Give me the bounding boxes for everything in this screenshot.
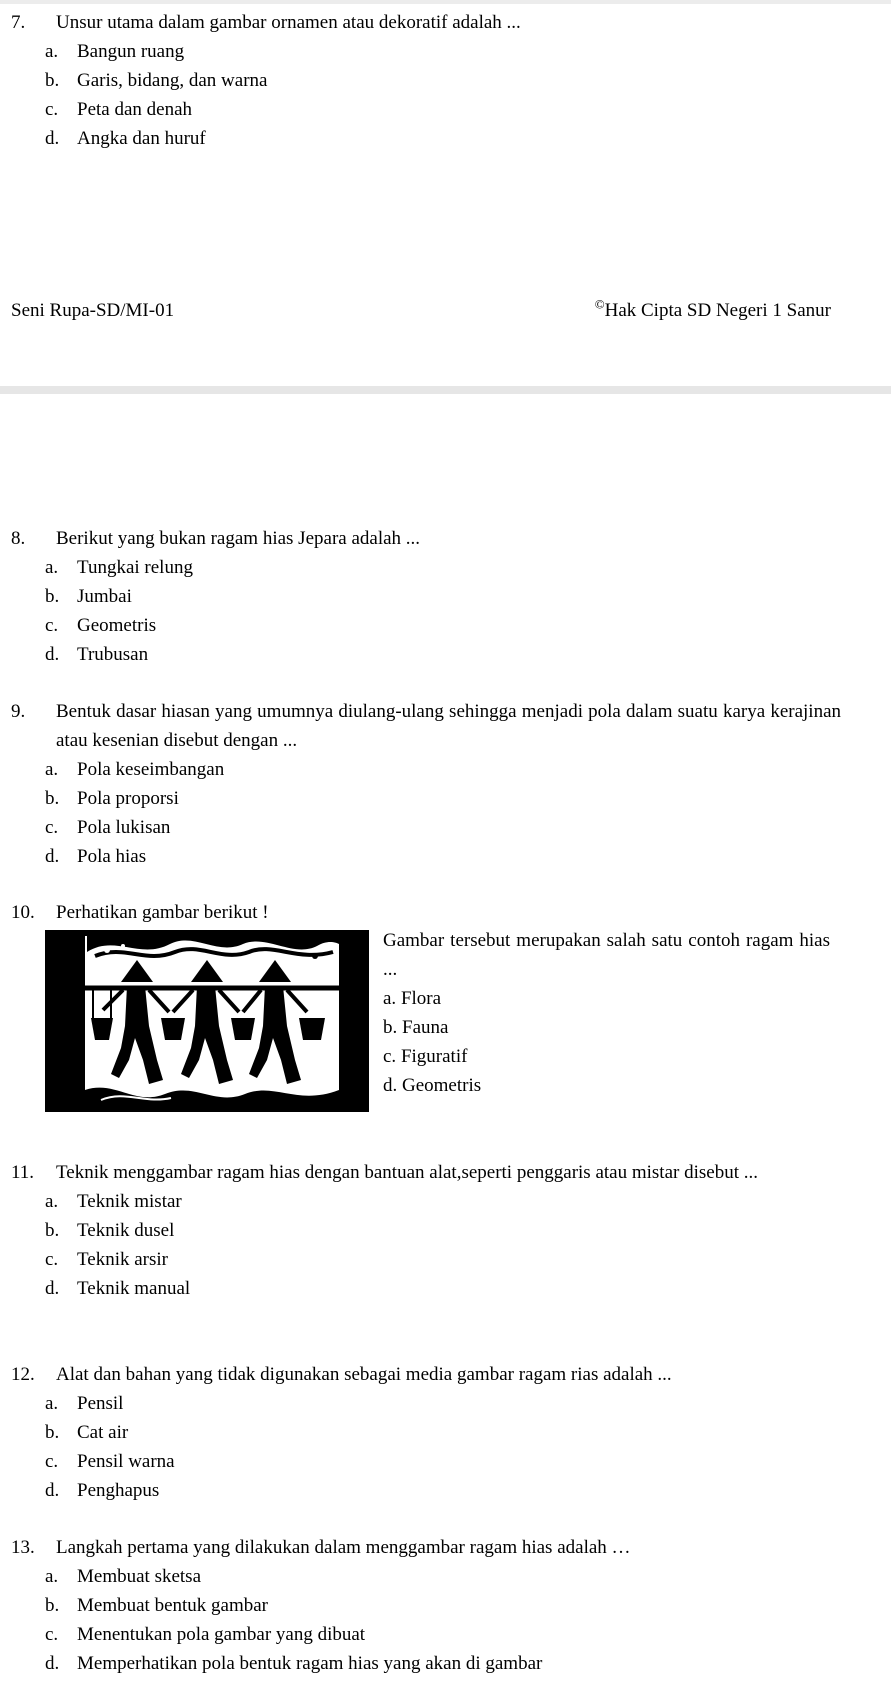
option-text: Teknik mistar <box>77 1191 182 1212</box>
option-a <box>45 1187 891 1216</box>
option-d <box>45 124 891 153</box>
question-stem <box>11 1533 841 1562</box>
option-text: Pensil <box>77 1393 124 1414</box>
option-label: c. <box>45 615 59 636</box>
option-text: Memperhatikan pola bentuk ragam hias yang akan di gambar <box>77 1653 543 1674</box>
question-text: Teknik menggambar ragam hias dengan bantuan alat,seperti penggaris atau mistar disebut ... <box>56 1162 758 1183</box>
option-c <box>45 1245 891 1274</box>
page-top-edge <box>0 0 891 4</box>
option-b <box>45 66 891 95</box>
question-8 <box>0 524 891 669</box>
option-b <box>45 582 891 611</box>
option-text: Pola lukisan <box>77 817 171 838</box>
option-a <box>45 1389 891 1418</box>
option-text: Pola keseimbangan <box>77 759 225 780</box>
option-label: c. <box>45 1624 59 1645</box>
option-label: d. <box>45 1653 60 1674</box>
figurative-ornament-image <box>45 930 369 1112</box>
option-text: Pola proporsi <box>77 788 179 809</box>
option-b <box>45 1591 891 1620</box>
question-text: Bentuk dasar hiasan yang umumnya diulang-ulang sehingga menjadi pola dalam suatu karya kerajinan atau kesenian disebut dengan ... <box>56 701 841 751</box>
option-text: Angka dan huruf <box>77 128 206 149</box>
question-stem <box>11 898 841 927</box>
option-c <box>45 1447 891 1476</box>
question-text: Berikut yang bukan ragam hias Jepara adalah ... <box>56 528 421 549</box>
option-label: d. <box>45 644 60 665</box>
option-label: b. <box>383 1017 398 1038</box>
question-number: 10. <box>11 902 35 923</box>
page-break <box>0 386 891 394</box>
option-a <box>45 1562 891 1591</box>
option-a <box>45 755 891 784</box>
option-b <box>45 1216 891 1245</box>
option-label: c. <box>383 1046 397 1067</box>
option-b <box>383 1013 830 1042</box>
option-c <box>45 95 891 124</box>
option-text: Cat air <box>77 1422 129 1443</box>
footer-copyright-text: Hak Cipta SD Negeri 1 Sanur <box>604 300 831 321</box>
question-stem <box>11 1158 841 1187</box>
option-label: a. <box>45 557 59 578</box>
question-9 <box>0 697 891 871</box>
option-d <box>45 842 891 871</box>
question-text: Langkah pertama yang dilakukan dalam menggambar ragam hias adalah … <box>56 1537 631 1558</box>
option-label: b. <box>45 70 60 91</box>
footer-subject-code: Seni Rupa-SD/MI-01 <box>11 300 175 321</box>
option-c <box>45 611 891 640</box>
copyright-symbol: © <box>594 296 605 312</box>
question-13 <box>0 1533 891 1678</box>
option-text: Membuat sketsa <box>77 1566 202 1587</box>
option-text: Garis, bidang, dan warna <box>77 70 268 91</box>
option-text: Tungkai relung <box>77 557 193 578</box>
option-text: Menentukan pola gambar yang dibuat <box>77 1624 366 1645</box>
question-text: Perhatikan gambar berikut ! <box>56 902 269 923</box>
option-label: b. <box>45 1595 60 1616</box>
option-text: Bangun ruang <box>77 41 185 62</box>
option-d <box>45 640 891 669</box>
option-text: Pensil warna <box>77 1451 175 1472</box>
option-label: d. <box>45 1480 60 1501</box>
option-label: a. <box>45 759 59 780</box>
option-text: Teknik arsir <box>77 1249 169 1270</box>
option-d <box>45 1476 891 1505</box>
option-text: Peta dan denah <box>77 99 193 120</box>
option-label: b. <box>45 788 60 809</box>
option-a <box>45 553 891 582</box>
option-c <box>383 1042 830 1071</box>
option-text: Trubusan <box>77 644 149 665</box>
option-text: Jumbai <box>77 586 132 607</box>
option-text: Teknik manual <box>77 1278 191 1299</box>
option-text: Flora <box>400 988 442 1009</box>
option-a <box>45 37 891 66</box>
option-text: Pola hias <box>77 846 147 867</box>
question-10-answer-panel <box>383 926 830 1100</box>
question-number: 13. <box>11 1537 35 1558</box>
option-label: a. <box>45 1393 59 1414</box>
option-label: b. <box>45 1220 60 1241</box>
option-text: Geometris <box>77 615 157 636</box>
question-number: 12. <box>11 1364 35 1385</box>
question-number: 11. <box>11 1162 35 1183</box>
question-7 <box>0 8 891 153</box>
option-label: d. <box>45 846 60 867</box>
question-11 <box>0 1158 891 1303</box>
option-b <box>45 784 891 813</box>
option-label: d. <box>45 1278 60 1299</box>
question-stem <box>11 8 841 37</box>
option-text: Membuat bentuk gambar <box>77 1595 269 1616</box>
option-c <box>45 1620 891 1649</box>
option-label: d. <box>383 1075 398 1096</box>
option-a <box>383 984 830 1013</box>
question-12 <box>0 1360 891 1505</box>
question-text: Alat dan bahan yang tidak digunakan sebagai media gambar ragam rias adalah ... <box>56 1364 672 1385</box>
question-stem <box>11 697 841 755</box>
option-label: c. <box>45 1249 59 1270</box>
option-label: c. <box>45 99 59 120</box>
option-label: d. <box>45 128 60 149</box>
question-number: 9. <box>11 701 26 722</box>
footer-copyright <box>595 296 831 325</box>
option-label: a. <box>45 1191 59 1212</box>
question-stem <box>11 524 841 553</box>
option-label: a. <box>45 1566 59 1587</box>
option-text: Fauna <box>402 1017 449 1038</box>
option-label: a. <box>45 41 59 62</box>
option-label: b. <box>45 1422 60 1443</box>
option-label: a. <box>383 988 397 1009</box>
option-d <box>383 1071 830 1100</box>
question-10 <box>0 898 891 927</box>
option-b <box>45 1418 891 1447</box>
people-carrying-baskets-illustration <box>45 930 369 1112</box>
option-label: c. <box>45 1451 59 1472</box>
option-text: Teknik dusel <box>77 1220 175 1241</box>
question-text: Unsur utama dalam gambar ornamen atau dekoratif adalah ... <box>56 12 521 33</box>
option-label: b. <box>45 586 60 607</box>
option-text: Geometris <box>402 1075 482 1096</box>
option-d <box>45 1274 891 1303</box>
question-number: 7. <box>11 12 26 33</box>
option-text: Penghapus <box>77 1480 160 1501</box>
option-text: Figuratif <box>400 1046 468 1067</box>
option-c <box>45 813 891 842</box>
question-10-side-text: Gambar tersebut merupakan salah satu contoh ragam hias ... <box>383 930 830 980</box>
option-d <box>45 1649 891 1678</box>
question-stem <box>11 1360 841 1389</box>
option-label: c. <box>45 817 59 838</box>
question-number: 8. <box>11 528 26 549</box>
